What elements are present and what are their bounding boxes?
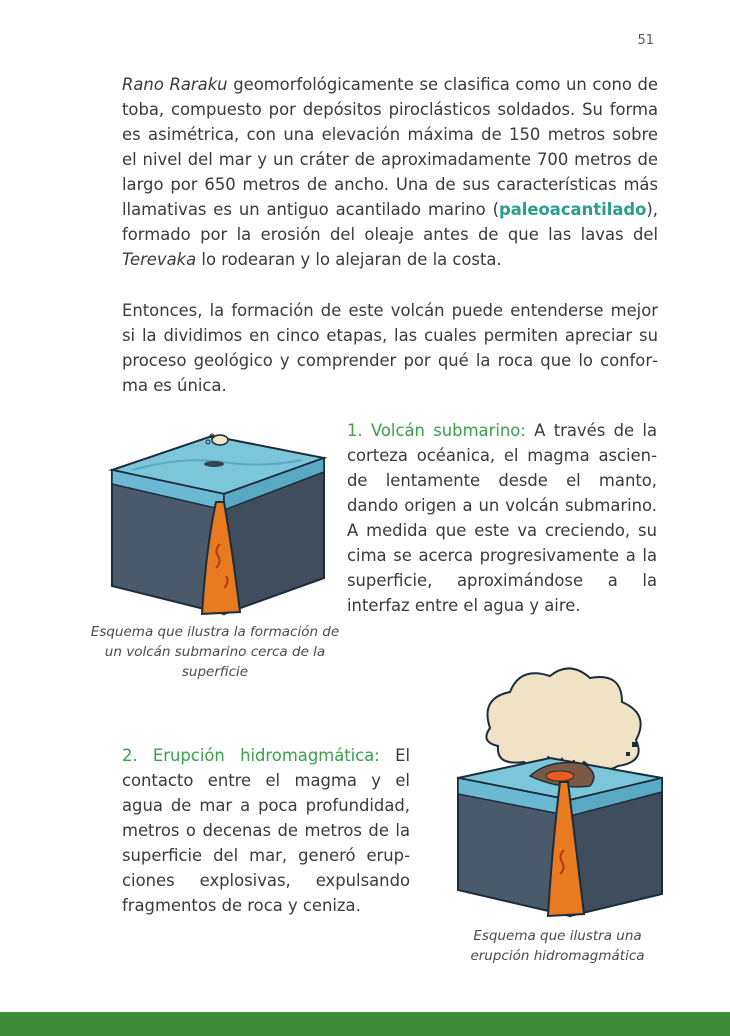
paragraph-text: lo rodearan y lo alejaran de la costa. — [196, 250, 502, 269]
step-2-hydromagmatic-eruption — [122, 743, 410, 918]
paragraph-text: ), formado por la erosión del oleaje antes de que las lavas del — [122, 200, 658, 244]
intro-paragraph — [122, 72, 658, 272]
stages-paragraph: Entonces, la formación de este volcán puede entenderse mejor si la dividimos en cinco etapas, las cuales permiten apreciar su proceso geológico y comprender por qué la roca que lo conforma es única. — [122, 301, 658, 395]
submarine-volcano-illustration — [102, 418, 334, 618]
italic-term-terevaka: Terevaka — [122, 250, 197, 269]
step-1-submarine-volcano — [347, 418, 657, 618]
figure-2-caption: Esquema que ilustra una erupción hidromagmática — [470, 928, 645, 964]
page-number: 51 — [637, 33, 654, 48]
step-2-text: El contacto entre el magma y el agua de mar a poca profundidad, metros o decenas de metros de la superficie del mar, generó erupciones explosivas, expulsando fragmentos de roca y ceniza. — [122, 746, 411, 915]
italic-term-rano-raraku: Rano Raraku — [122, 75, 228, 94]
figure-1-caption: Esquema que ilustra la formación de un volcán submarino cerca de la superficie — [90, 624, 340, 680]
step-1-title: 1. Volcán submarino: — [347, 421, 526, 440]
hydromagmatic-eruption-illustration — [450, 658, 670, 920]
step-1-text: A través de la corteza océanica, el magma asciende lentamente desde el manto, dando origen a un volcán submarino. A medida que este va creciendo, su cima se acerca progresivamente a la superficie, aproximándose a la interfaz entre el agua y aire. — [347, 421, 657, 615]
paragraph-text: geomorfológicamente se clasifica como un cono de toba, compuesto por depósitos piroclásticos soldados. Su forma es asimétrica, con una elevación máxima de 150 metros sobre el nivel del mar y un cráter de aproximadamente 700 metros de largo por 650 metros de ancho. Una de sus características más llamativas es un antiguo acantilado marino ( — [122, 75, 659, 219]
footer-bar — [0, 1012, 730, 1036]
highlighted-term: paleoacantilado — [498, 200, 647, 219]
step-2-title: 2. Erupción hidromagmática: — [122, 746, 380, 765]
